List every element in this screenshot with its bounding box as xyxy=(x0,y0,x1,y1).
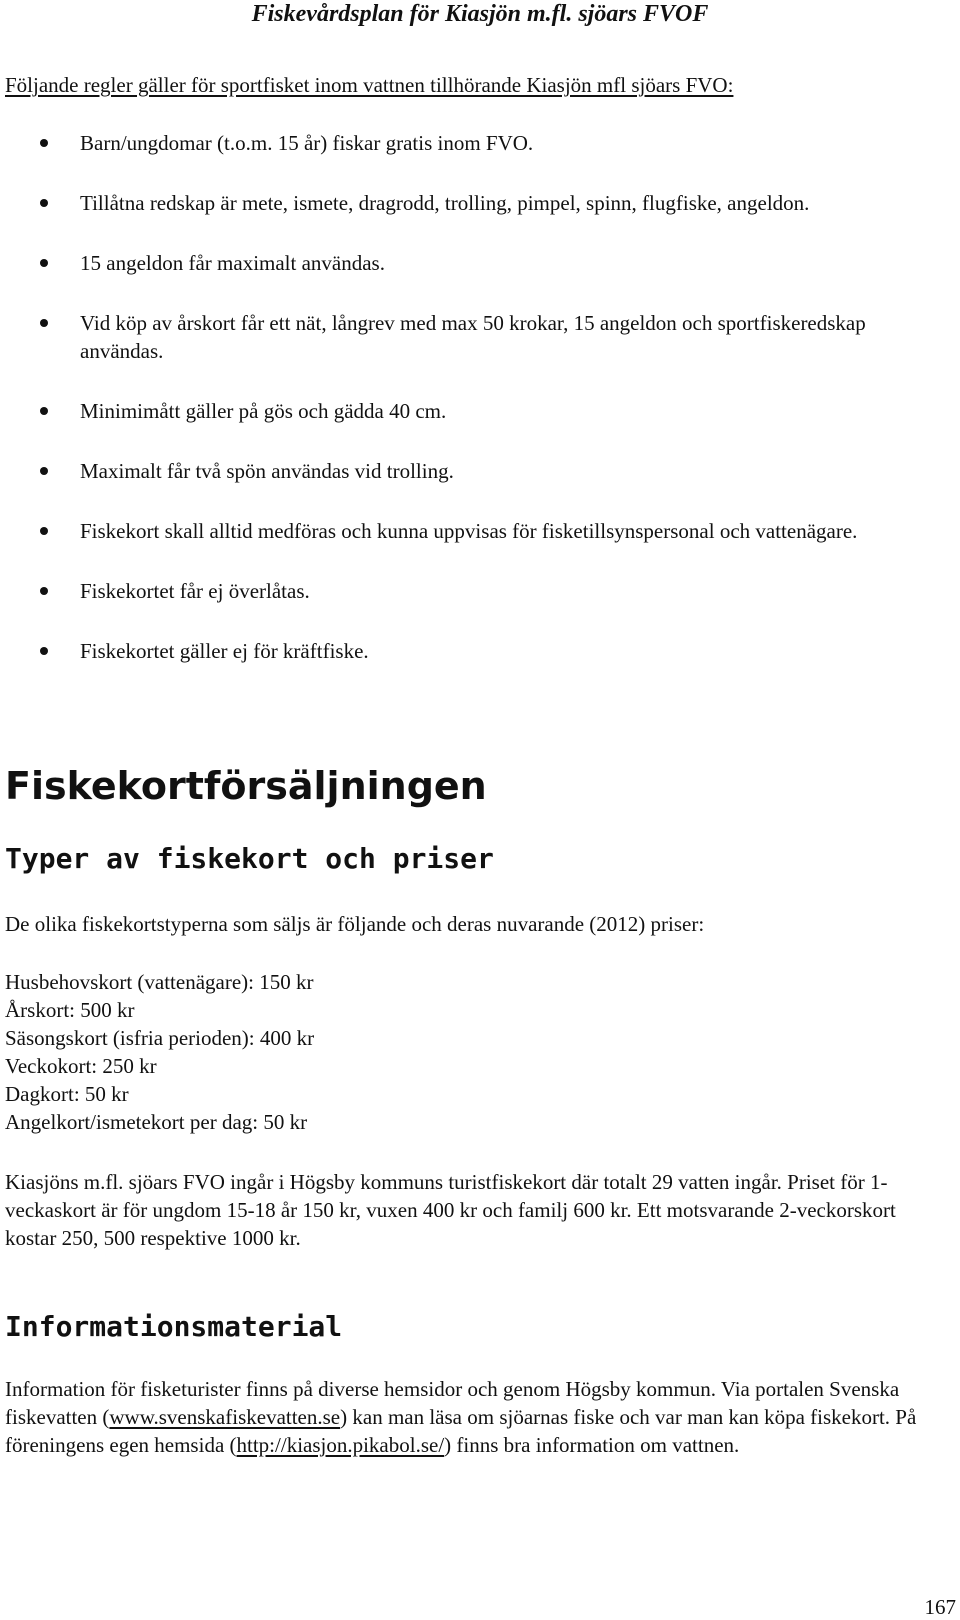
price-item: Dagkort: 50 kr xyxy=(5,1082,129,1106)
rule-item xyxy=(0,517,900,545)
section-heading-sales: Fiskekortförsäljningen xyxy=(5,764,487,808)
rule-item xyxy=(0,309,900,365)
rule-item xyxy=(0,577,900,605)
bullet-icon xyxy=(40,467,48,475)
price-list xyxy=(5,968,314,1136)
section-heading-information: Informationsmaterial xyxy=(5,1310,343,1343)
rule-item xyxy=(0,397,900,425)
rule-text: Tillåtna redskap är mete, ismete, dragrodd, trolling, pimpel, spinn, flugfiske, angeldon. xyxy=(80,191,810,215)
running-header: Fiskevårdsplan för Kiasjön m.fl. sjöars FVOF xyxy=(251,1,709,27)
bullet-icon xyxy=(40,319,48,327)
price-item: Årskort: 500 kr xyxy=(5,998,135,1022)
bullet-icon xyxy=(40,407,48,415)
page-number: 167 xyxy=(924,1595,956,1619)
prices-lead: De olika fiskekortstyperna som säljs är följande och deras nuvarande (2012) priser: xyxy=(5,912,705,936)
price-item: Angelkort/ismetekort per dag: 50 kr xyxy=(5,1110,308,1134)
rule-text: Minimimått gäller på gös och gädda 40 cm. xyxy=(80,399,447,423)
bullet-icon xyxy=(40,527,48,535)
rule-text: Fiskekortet gäller ej för kräftfiske. xyxy=(80,639,369,663)
rules-list xyxy=(0,129,900,697)
bullet-icon xyxy=(40,139,48,147)
info-text: ) finns bra information om vattnen. xyxy=(444,1433,740,1457)
price-item: Husbehovskort (vattenägare): 150 kr xyxy=(5,970,314,994)
rule-text: Fiskekortet får ej överlåtas. xyxy=(80,579,310,603)
information-paragraph xyxy=(5,1375,935,1459)
info-text: ) kan man läsa om sjöarnas fiske och var man kan köpa fiskekort. På föreningens egen hemsida ( xyxy=(5,1405,917,1457)
rule-text: 15 angeldon får maximalt användas. xyxy=(80,251,385,275)
price-item: Säsongskort (isfria perioden): 400 kr xyxy=(5,1026,315,1050)
bullet-icon xyxy=(40,199,48,207)
bullet-icon xyxy=(40,587,48,595)
rule-text: Barn/ungdomar (t.o.m. 15 år) fiskar gratis inom FVO. xyxy=(80,131,534,155)
price-item: Veckokort: 250 kr xyxy=(5,1054,157,1078)
rule-text: Fiskekort skall alltid medföras och kunna uppvisas för fisketillsynspersonal och vattenägare. xyxy=(80,519,858,543)
bullet-icon xyxy=(40,259,48,267)
rule-text: Maximalt får två spön användas vid trolling. xyxy=(80,459,454,483)
rule-item xyxy=(0,189,900,217)
tourist-card-info: Kiasjöns m.fl. sjöars FVO ingår i Högsby kommuns turistfiskekort där totalt 29 vatten ingår. Priset för 1-veckaskort är för ungdom 15-18 år 150 kr, vuxen 400 kr och familj 600 kr. Ett motsvarande 2-veckorskort kostar 250, 500 respektive 1000 kr. xyxy=(5,1170,896,1250)
link-svenskafiskevatten[interactable]: www.svenskafiskevatten.se xyxy=(109,1405,341,1429)
rule-item xyxy=(0,249,900,277)
rule-item xyxy=(0,129,900,157)
rule-text: Vid köp av årskort får ett nät, långrev med max 50 krokar, 15 angeldon och sportfiskeredskap användas. xyxy=(80,311,866,363)
link-kiasjon-website[interactable]: http://kiasjon.pikabol.se/ xyxy=(236,1433,445,1457)
rule-item xyxy=(0,457,900,485)
info-text: Information för fisketurister finns på diverse hemsidor och genom Högsby kommun. Via portalen Svenska fiskevatten ( xyxy=(5,1377,900,1429)
intro-text: Följande regler gäller för sportfisket inom vattnen tillhörande Kiasjön mfl sjöars FVO: xyxy=(5,73,734,97)
rule-item xyxy=(0,637,900,665)
subheading-card-types: Typer av fiskekort och priser xyxy=(5,842,494,875)
bullet-icon xyxy=(40,647,48,655)
